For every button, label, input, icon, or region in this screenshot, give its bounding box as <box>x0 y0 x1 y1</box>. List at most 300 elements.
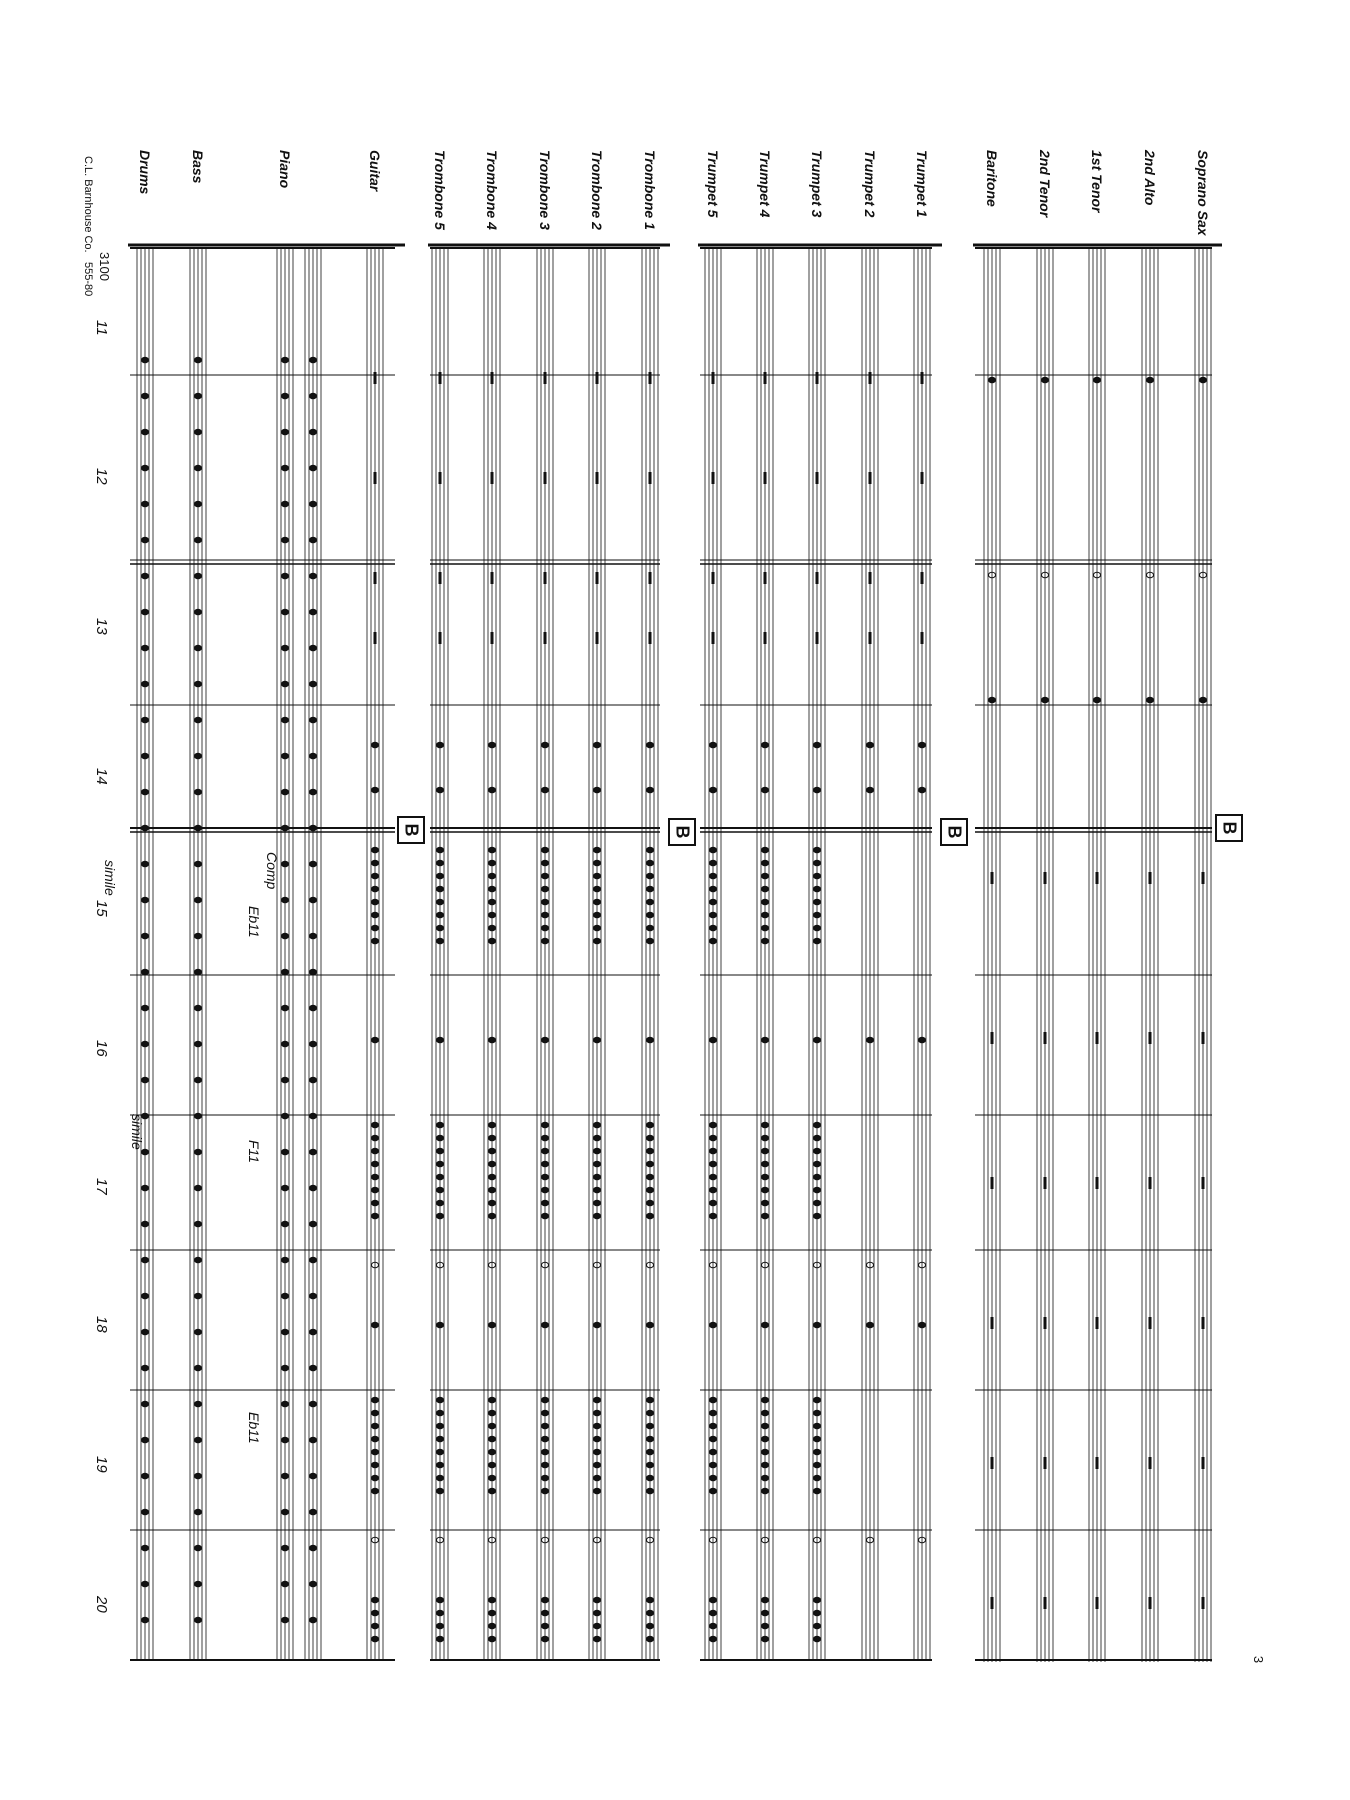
notehead <box>489 1449 496 1455</box>
rest <box>1202 1597 1205 1609</box>
notehead <box>437 912 444 918</box>
notehead <box>282 1617 289 1623</box>
notehead <box>710 925 717 931</box>
notehead <box>372 847 379 853</box>
notehead <box>437 1623 444 1629</box>
notehead <box>542 1623 549 1629</box>
notehead <box>372 1636 379 1642</box>
notehead <box>437 742 444 748</box>
notehead <box>437 1423 444 1429</box>
notehead <box>594 1410 601 1416</box>
notehead <box>542 1488 549 1494</box>
notehead <box>919 742 926 748</box>
notehead <box>310 681 317 687</box>
notehead <box>814 899 821 905</box>
notehead <box>542 1122 549 1128</box>
notehead <box>282 1437 289 1443</box>
notehead <box>647 1148 654 1154</box>
notehead <box>489 742 496 748</box>
page-number: 3 <box>1251 1655 1267 1664</box>
notehead <box>282 681 289 687</box>
notehead <box>437 925 444 931</box>
notehead <box>195 1365 202 1371</box>
notehead <box>762 1148 769 1154</box>
notehead <box>814 1148 821 1154</box>
notehead <box>372 1322 379 1328</box>
notehead <box>710 899 717 905</box>
notehead <box>489 1410 496 1416</box>
notehead <box>310 897 317 903</box>
rehearsal-mark-trumpets: B <box>940 818 968 846</box>
rest <box>439 572 442 584</box>
notehead <box>1200 697 1207 703</box>
notehead <box>310 861 317 867</box>
notehead <box>762 1187 769 1193</box>
notehead <box>489 938 496 944</box>
notehead <box>142 465 149 471</box>
rehearsal-mark-saxes: B <box>1215 814 1243 842</box>
notehead <box>594 860 601 866</box>
notehead <box>919 787 926 793</box>
notehead <box>437 787 444 793</box>
notehead <box>489 873 496 879</box>
notehead <box>647 912 654 918</box>
notehead <box>814 1475 821 1481</box>
notehead <box>372 1449 379 1455</box>
notehead <box>762 1410 769 1416</box>
rest <box>1202 1032 1205 1044</box>
instrument-label: Trumpet 4 <box>757 150 773 218</box>
notehead <box>282 1473 289 1479</box>
notehead <box>310 1365 317 1371</box>
notehead <box>195 1545 202 1551</box>
notehead <box>542 1322 549 1328</box>
notehead <box>310 1149 317 1155</box>
notehead <box>542 1148 549 1154</box>
notehead <box>762 1488 769 1494</box>
notehead <box>647 1449 654 1455</box>
notehead <box>372 899 379 905</box>
notehead <box>542 1135 549 1141</box>
notehead <box>594 938 601 944</box>
rest <box>596 472 599 484</box>
notehead <box>372 1148 379 1154</box>
notehead <box>542 1475 549 1481</box>
notehead <box>542 1610 549 1616</box>
notehead <box>142 1005 149 1011</box>
notehead <box>142 501 149 507</box>
notehead <box>282 1257 289 1263</box>
notehead <box>372 860 379 866</box>
notehead <box>142 1221 149 1227</box>
notehead <box>762 1135 769 1141</box>
notehead <box>594 1436 601 1442</box>
rest <box>764 632 767 644</box>
rest <box>1096 1177 1099 1189</box>
notehead <box>142 897 149 903</box>
notehead <box>489 1213 496 1219</box>
notehead <box>142 1509 149 1515</box>
notehead <box>195 789 202 795</box>
notehead <box>437 1135 444 1141</box>
notehead <box>310 429 317 435</box>
rest <box>1096 872 1099 884</box>
notehead <box>195 1473 202 1479</box>
notehead <box>542 742 549 748</box>
notehead <box>282 1005 289 1011</box>
notehead <box>710 847 717 853</box>
notehead <box>437 1187 444 1193</box>
notehead <box>542 1397 549 1403</box>
notehead <box>647 1610 654 1616</box>
notehead <box>762 1037 769 1043</box>
rest <box>1149 1457 1152 1469</box>
measure-number: 12 <box>93 468 110 485</box>
notehead <box>489 1488 496 1494</box>
notehead <box>814 847 821 853</box>
notehead <box>710 1037 717 1043</box>
notehead <box>814 1410 821 1416</box>
notehead <box>594 1462 601 1468</box>
notehead <box>647 1187 654 1193</box>
notehead <box>542 1449 549 1455</box>
instrument-label: Trombone 3 <box>537 150 553 230</box>
notehead <box>489 847 496 853</box>
notehead <box>989 377 996 383</box>
notehead <box>142 537 149 543</box>
rest <box>991 1457 994 1469</box>
notehead <box>282 753 289 759</box>
notehead <box>489 1161 496 1167</box>
notehead <box>195 1113 202 1119</box>
notehead <box>142 1401 149 1407</box>
instrument-label: 2nd Tenor <box>1037 150 1053 218</box>
notehead <box>310 1329 317 1335</box>
notehead <box>142 573 149 579</box>
notehead <box>310 465 317 471</box>
rest <box>544 632 547 644</box>
notehead <box>282 1149 289 1155</box>
notehead <box>762 1610 769 1616</box>
rest <box>921 572 924 584</box>
notehead <box>195 1293 202 1299</box>
notehead <box>437 1161 444 1167</box>
notehead <box>282 861 289 867</box>
notehead <box>282 1077 289 1083</box>
rest <box>596 372 599 384</box>
notehead <box>282 537 289 543</box>
notehead <box>814 1488 821 1494</box>
notehead <box>310 501 317 507</box>
rest <box>991 1032 994 1044</box>
notehead <box>195 717 202 723</box>
notehead <box>594 1322 601 1328</box>
notehead <box>282 1365 289 1371</box>
notehead <box>542 1423 549 1429</box>
notehead <box>710 1410 717 1416</box>
notehead <box>310 1221 317 1227</box>
instrument-label: Trombone 1 <box>642 150 658 230</box>
notehead <box>762 925 769 931</box>
notehead <box>142 717 149 723</box>
notehead <box>195 1221 202 1227</box>
notehead <box>282 717 289 723</box>
rest <box>1202 1177 1205 1189</box>
chord-symbol-3: Eb11 <box>246 1412 262 1444</box>
notehead <box>142 861 149 867</box>
notehead <box>594 886 601 892</box>
notehead <box>195 573 202 579</box>
notehead <box>489 1148 496 1154</box>
notehead <box>437 1148 444 1154</box>
notehead <box>762 1623 769 1629</box>
notehead <box>542 1436 549 1442</box>
notehead <box>594 742 601 748</box>
notehead <box>195 1509 202 1515</box>
notehead <box>710 1148 717 1154</box>
notehead <box>542 1636 549 1642</box>
rest <box>1044 1317 1047 1329</box>
notehead <box>542 1174 549 1180</box>
notehead <box>437 1410 444 1416</box>
notehead <box>437 847 444 853</box>
notehead <box>814 1597 821 1603</box>
notehead <box>489 912 496 918</box>
measure-number: 15 <box>93 900 110 917</box>
notation-marks <box>142 357 1207 1642</box>
notehead <box>282 1293 289 1299</box>
instrument-label: 2nd Alto <box>1142 150 1158 206</box>
rest <box>1096 1457 1099 1469</box>
notehead <box>710 742 717 748</box>
notehead <box>310 1437 317 1443</box>
notehead <box>310 1113 317 1119</box>
notehead <box>195 753 202 759</box>
notehead <box>310 789 317 795</box>
notehead <box>542 938 549 944</box>
notehead <box>1147 697 1154 703</box>
notehead <box>594 925 601 931</box>
notehead <box>814 1623 821 1629</box>
notehead <box>710 1449 717 1455</box>
notehead <box>710 912 717 918</box>
instrument-label: Trumpet 3 <box>809 150 825 218</box>
notehead <box>437 1397 444 1403</box>
notehead <box>142 393 149 399</box>
notehead <box>762 1475 769 1481</box>
notehead <box>195 897 202 903</box>
notehead <box>710 873 717 879</box>
rest <box>649 572 652 584</box>
notehead <box>282 1545 289 1551</box>
notehead <box>142 933 149 939</box>
notehead <box>814 1187 821 1193</box>
notehead <box>195 609 202 615</box>
instrument-label: Guitar <box>367 150 383 192</box>
notehead <box>647 1410 654 1416</box>
notehead <box>710 938 717 944</box>
rest <box>764 372 767 384</box>
notehead <box>282 393 289 399</box>
notehead <box>762 1597 769 1603</box>
notehead <box>489 787 496 793</box>
notehead <box>762 1397 769 1403</box>
notehead <box>310 969 317 975</box>
notehead <box>594 912 601 918</box>
rest <box>991 1177 994 1189</box>
notehead <box>647 938 654 944</box>
notehead <box>647 899 654 905</box>
notehead <box>142 1185 149 1191</box>
instrument-label: 1st Tenor <box>1089 150 1105 213</box>
notehead <box>310 357 317 363</box>
notehead <box>437 1200 444 1206</box>
notehead <box>814 938 821 944</box>
rest <box>649 372 652 384</box>
notehead <box>594 1397 601 1403</box>
rest <box>712 372 715 384</box>
notehead <box>372 787 379 793</box>
rest <box>491 372 494 384</box>
rest <box>764 472 767 484</box>
notehead <box>310 1473 317 1479</box>
publisher-credit: C.L. Barnhouse Co. <box>82 156 94 253</box>
notehead <box>372 1213 379 1219</box>
notehead <box>195 357 202 363</box>
notehead <box>282 429 289 435</box>
notehead <box>195 1005 202 1011</box>
rest <box>1044 1032 1047 1044</box>
measure-number: 14 <box>93 768 110 785</box>
instrument-label: Trumpet 1 <box>914 150 930 218</box>
notehead <box>710 1122 717 1128</box>
rest <box>764 572 767 584</box>
notehead <box>282 825 289 831</box>
notehead <box>647 860 654 866</box>
instrument-label: Soprano Sax <box>1195 150 1211 236</box>
notehead <box>282 1185 289 1191</box>
notehead <box>489 860 496 866</box>
rest <box>1202 872 1205 884</box>
rest <box>921 472 924 484</box>
notehead <box>310 825 317 831</box>
notehead <box>489 886 496 892</box>
notehead <box>542 1410 549 1416</box>
notehead <box>437 1462 444 1468</box>
notehead <box>594 873 601 879</box>
notehead <box>647 1397 654 1403</box>
notehead <box>372 1462 379 1468</box>
notehead <box>647 1475 654 1481</box>
notehead <box>710 1488 717 1494</box>
notehead <box>142 1149 149 1155</box>
notehead <box>195 1185 202 1191</box>
notehead <box>647 1636 654 1642</box>
notehead <box>814 1122 821 1128</box>
rest <box>649 632 652 644</box>
chord-symbol-1: Eb11 <box>246 906 262 938</box>
instrument-label: Trumpet 2 <box>862 150 878 218</box>
rest <box>374 472 377 484</box>
notehead <box>647 1122 654 1128</box>
notehead <box>310 717 317 723</box>
notehead <box>142 645 149 651</box>
notehead <box>710 1397 717 1403</box>
notehead <box>647 1462 654 1468</box>
notehead <box>542 1037 549 1043</box>
comp-annotation: Comp <box>264 852 280 890</box>
instrument-label: Baritone <box>984 150 1000 207</box>
notehead <box>647 1213 654 1219</box>
measure-number: 17 <box>93 1178 110 1195</box>
notehead <box>489 1174 496 1180</box>
rest <box>544 572 547 584</box>
notehead <box>989 697 996 703</box>
notehead <box>814 1449 821 1455</box>
notehead <box>710 1475 717 1481</box>
notehead <box>814 1436 821 1442</box>
rest <box>1202 1317 1205 1329</box>
notehead <box>437 1449 444 1455</box>
staff-lines <box>137 248 1211 1662</box>
rest <box>869 472 872 484</box>
notehead <box>437 1597 444 1603</box>
measure-number: 11 <box>93 320 110 336</box>
simile-annotation-2: simile <box>129 1114 145 1150</box>
notehead <box>282 1329 289 1335</box>
rest <box>1096 1597 1099 1609</box>
measure-number: 16 <box>93 1040 110 1057</box>
notehead <box>542 873 549 879</box>
rest <box>596 632 599 644</box>
notehead <box>372 938 379 944</box>
notehead <box>142 1365 149 1371</box>
notehead <box>437 1174 444 1180</box>
notehead <box>814 1200 821 1206</box>
rest <box>1149 1597 1152 1609</box>
notehead <box>710 1623 717 1629</box>
notehead <box>814 1174 821 1180</box>
notehead <box>437 1322 444 1328</box>
rest <box>649 472 652 484</box>
notehead <box>310 1509 317 1515</box>
notehead <box>489 1610 496 1616</box>
notehead <box>762 1200 769 1206</box>
notehead <box>489 925 496 931</box>
notehead <box>489 1423 496 1429</box>
notehead <box>762 1636 769 1642</box>
notehead <box>310 537 317 543</box>
rest <box>491 632 494 644</box>
notehead <box>142 1329 149 1335</box>
notehead <box>594 847 601 853</box>
notehead <box>372 925 379 931</box>
notehead <box>814 925 821 931</box>
notehead <box>282 1581 289 1587</box>
notehead <box>437 1488 444 1494</box>
notehead <box>762 912 769 918</box>
notehead <box>372 873 379 879</box>
notehead <box>1094 697 1101 703</box>
notehead <box>814 1610 821 1616</box>
notehead <box>489 899 496 905</box>
notehead <box>542 1161 549 1167</box>
simile-annotation-1: simile <box>102 860 118 896</box>
rest <box>1149 1177 1152 1189</box>
rest <box>712 472 715 484</box>
notehead <box>762 1213 769 1219</box>
notehead <box>647 1135 654 1141</box>
